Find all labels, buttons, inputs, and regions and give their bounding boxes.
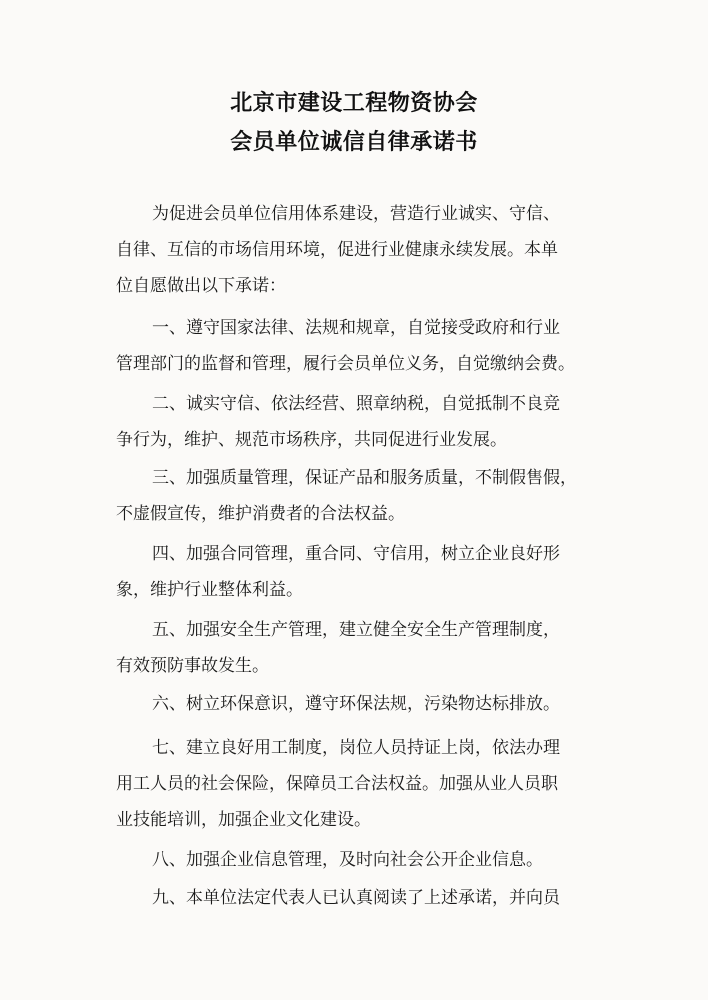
commitment-line: 四、加强合同管理，重合同、守信用，树立企业良好形 [152,544,560,564]
document-title-line1: 北京市建设工程物资协会 [230,91,478,116]
intro-line: 位自愿做出以下承诺： [116,276,286,296]
commitment-item-7 [116,730,616,838]
intro-line: 自律、互信的市场信用环境，促进行业健康永续发展。本单 [116,240,558,260]
commitment-line: 争行为，维护、规范市场秩序，共同促进行业发展。 [116,430,507,450]
intro-paragraph [116,196,616,304]
commitment-line: 用工人员的社会保险，保障员工合法权益。加强从业人员职 [116,774,558,794]
commitment-item-2 [116,386,616,458]
commitment-line: 七、建立良好用工制度，岗位人员持证上岗，依法办理 [152,738,560,758]
document-title-line2: 会员单位诚信自律承诺书 [230,130,478,155]
commitment-item-8 [116,842,616,878]
commitment-item-3 [116,460,616,532]
commitment-line: 九、本单位法定代表人已认真阅读了上述承诺，并向员 [152,888,560,908]
commitment-line: 有效预防事故发生。 [116,656,269,676]
commitment-item-4 [116,536,616,608]
commitment-line: 业技能培训，加强企业文化建设。 [116,810,371,830]
commitment-item-5 [116,612,616,684]
commitment-line: 不虚假宣传，维护消费者的合法权益。 [116,504,405,524]
commitment-line: 六、树立环保意识，遵守环保法规，污染物达标排放。 [152,694,560,714]
commitment-line: 象，维护行业整体利益。 [116,580,303,600]
commitment-item-1 [116,310,616,382]
commitment-line: 二、诚实守信、依法经营、照章纳税，自觉抵制不良竞 [152,394,560,414]
commitment-line: 一、遵守国家法律、法规和规章，自觉接受政府和行业 [152,318,560,338]
commitment-line: 八、加强企业信息管理，及时向社会公开企业信息。 [152,850,543,870]
commitment-line: 五、加强安全生产管理，建立健全安全生产管理制度， [152,620,560,640]
commitment-line: 管理部门的监督和管理，履行会员单位义务，自觉缴纳会费。 [116,354,575,374]
commitment-line: 三、加强质量管理，保证产品和服务质量，不制假售假， [152,468,577,488]
commitment-item-9 [116,880,616,916]
intro-line: 为促进会员单位信用体系建设，营造行业诚实、守信、 [152,204,560,224]
commitment-item-6 [116,686,616,722]
